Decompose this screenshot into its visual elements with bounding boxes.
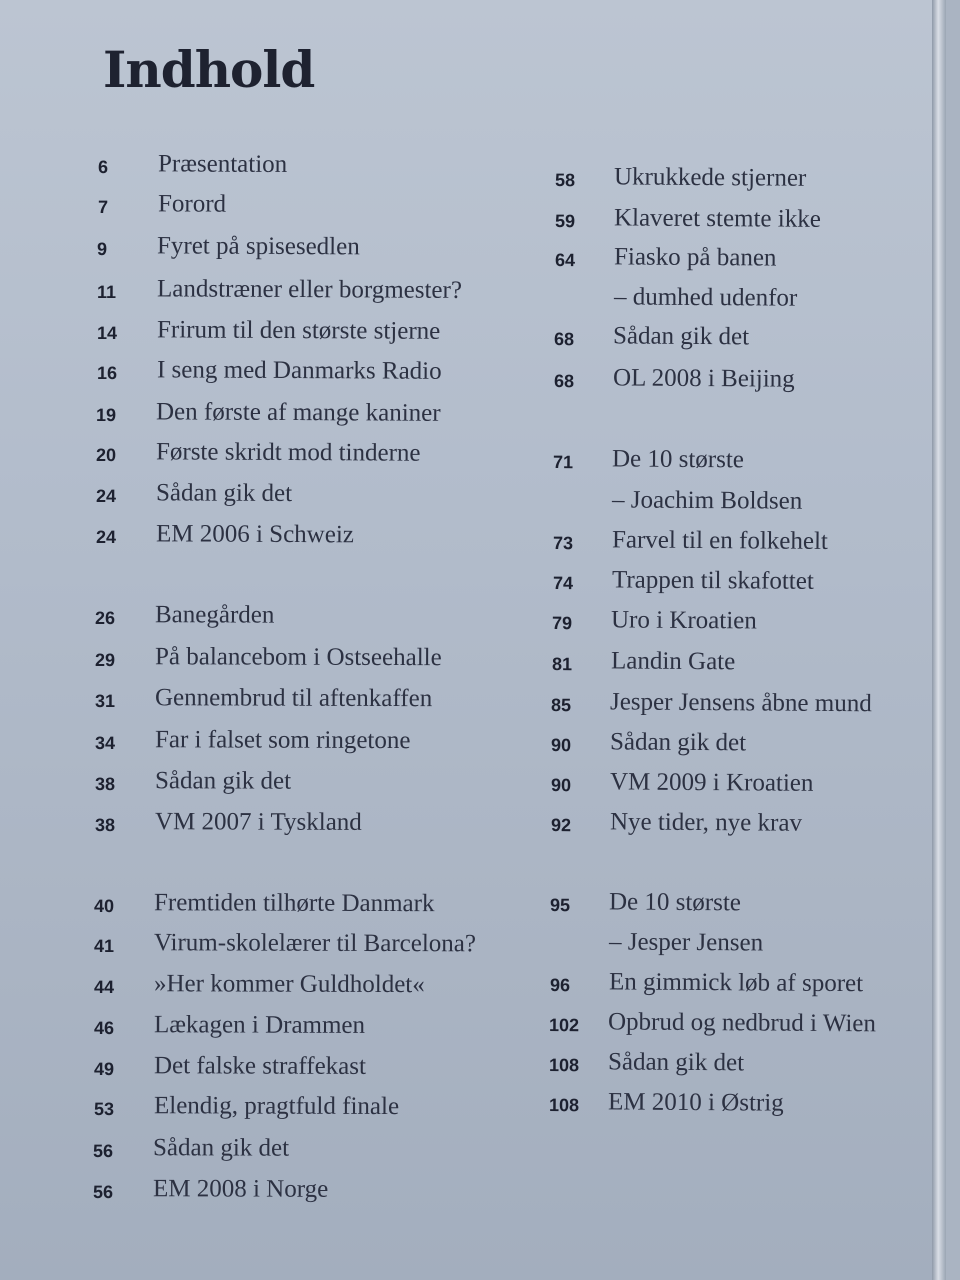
- toc-chapter-title: Sådan gik det: [607, 1048, 745, 1077]
- toc-page-number: 68: [553, 371, 575, 392]
- toc-page-number: 108: [548, 1055, 580, 1076]
- toc-chapter-title: Fyret på spisesedlen: [156, 232, 360, 261]
- toc-page-number: 38: [94, 774, 116, 795]
- toc-page-number: 102: [548, 1015, 580, 1036]
- toc-chapter-title: Uro i Kroatien: [610, 606, 757, 635]
- toc-page-number: 31: [94, 691, 116, 712]
- toc-chapter-title: – dumhed udenfor: [613, 283, 798, 312]
- toc-page-number: 34: [94, 733, 116, 754]
- toc-page-number: 64: [554, 250, 576, 271]
- toc-page-number: 90: [550, 775, 572, 796]
- toc-chapter-title: Trappen til skafottet: [611, 566, 814, 595]
- toc-page-number: 56: [92, 1182, 114, 1203]
- toc-page-number: 96: [549, 975, 571, 996]
- toc-chapter-title: Første skridt mod tinderne: [155, 438, 421, 467]
- toc-page-number: 79: [551, 613, 573, 634]
- toc-chapter-title: Lækagen i Drammen: [153, 1011, 366, 1039]
- toc-chapter-title: »Her kommer Guldholdet«: [153, 970, 425, 999]
- toc-chapter-title: Sådan gik det: [612, 322, 750, 351]
- toc-chapter-title: Sådan gik det: [154, 767, 292, 795]
- toc-page-number: 40: [93, 896, 115, 917]
- toc-chapter-title: Sådan gik det: [609, 728, 747, 757]
- toc-page-number: 38: [94, 815, 116, 836]
- toc-chapter-title: De 10 største: [611, 445, 745, 474]
- toc-chapter-title: Banegården: [154, 601, 275, 629]
- toc-page-number: 108: [548, 1095, 580, 1116]
- toc-page-number: 92: [550, 815, 572, 836]
- toc-page-number: 6: [97, 157, 109, 178]
- toc-chapter-title: Nye tider, nye krav: [609, 808, 803, 837]
- toc-page-number: 71: [552, 452, 574, 473]
- toc-chapter-title: – Jesper Jensen: [608, 928, 764, 957]
- toc-chapter-title: Frirum til den største stjerne: [156, 316, 441, 345]
- toc-chapter-title: Den første af mange kaniner: [155, 398, 441, 427]
- toc-page-number: 90: [550, 735, 572, 756]
- toc-page-number: 58: [554, 170, 576, 191]
- toc-page-number: 95: [549, 895, 571, 916]
- toc-chapter-title: Fiasko på banen: [613, 243, 777, 272]
- toc-page-number: 85: [550, 695, 572, 716]
- toc-chapter-title: VM 2007 i Tyskland: [154, 808, 362, 836]
- toc-chapter-title: Ukrukkede stjerner: [613, 163, 807, 192]
- toc-chapter-title: Elendig, pragtfuld finale: [153, 1092, 400, 1121]
- toc-chapter-title: Det falske straffekast: [153, 1052, 367, 1080]
- toc-chapter-title: Sådan gik det: [155, 479, 293, 508]
- toc-page-number: 73: [552, 533, 574, 554]
- toc-chapter-title: Landstræner eller borgmester?: [156, 275, 463, 304]
- toc-chapter-title: OL 2008 i Beijing: [612, 364, 795, 393]
- toc-chapter-title: Præsentation: [157, 150, 288, 178]
- toc-page-number: 74: [552, 573, 574, 594]
- toc-chapter-title: En gimmick løb af sporet: [608, 968, 864, 998]
- toc-chapter-title: De 10 største: [608, 888, 742, 917]
- toc-chapter-title: EM 2010 i Østrig: [607, 1088, 784, 1117]
- toc-chapter-title: Opbrud og nedbrud i Wien: [607, 1008, 877, 1038]
- toc-page-number: 7: [97, 197, 109, 218]
- toc-chapter-title: Forord: [157, 190, 227, 218]
- toc-page-number: 26: [94, 608, 116, 629]
- toc-page-number: 49: [93, 1059, 115, 1080]
- toc-page-number: 68: [553, 329, 575, 350]
- toc-page-number: 56: [92, 1141, 114, 1162]
- toc-page-number: 24: [95, 527, 117, 548]
- toc-page-number: 11: [96, 282, 117, 303]
- toc-page-number: 20: [95, 445, 117, 466]
- toc-chapter-title: Far i falset som ringetone: [154, 726, 411, 755]
- page-title: Indhold: [103, 40, 315, 99]
- toc-page-number: 46: [93, 1018, 115, 1039]
- toc-chapter-title: VM 2009 i Kroatien: [609, 768, 814, 797]
- toc-page-number: 44: [93, 977, 115, 998]
- toc-page-number: 53: [93, 1099, 115, 1120]
- toc-chapter-title: Sådan gik det: [152, 1134, 290, 1162]
- toc-chapter-title: Gennembrud til aftenkaffen: [154, 684, 433, 713]
- toc-page-number: 9: [96, 239, 108, 260]
- toc-page-number: 59: [554, 211, 576, 232]
- toc-page-number: 24: [95, 486, 117, 507]
- toc-chapter-title: På balancebom i Ostseehalle: [154, 643, 442, 672]
- page-edge: [932, 0, 946, 1280]
- toc-page-number: 19: [95, 405, 117, 426]
- toc-chapter-title: Virum-skolelærer til Barcelona?: [153, 929, 477, 958]
- toc-page-number: 29: [94, 650, 116, 671]
- toc-chapter-title: EM 2008 i Norge: [152, 1175, 329, 1203]
- toc-chapter-title: I seng med Danmarks Radio: [156, 356, 442, 385]
- toc-page-number: 41: [93, 936, 115, 957]
- toc-page-number: 81: [551, 654, 573, 675]
- toc-page-number: 16: [96, 363, 118, 384]
- toc-page-number: 14: [96, 323, 118, 344]
- toc-chapter-title: EM 2006 i Schweiz: [155, 520, 354, 549]
- toc-chapter-title: Jesper Jensens åbne mund: [609, 688, 872, 718]
- toc-chapter-title: – Joachim Boldsen: [611, 486, 803, 515]
- toc-chapter-title: Klaveret stemte ikke: [613, 204, 821, 233]
- toc-chapter-title: Fremtiden tilhørte Danmark: [153, 889, 435, 918]
- toc-chapter-title: Landin Gate: [610, 647, 736, 676]
- toc-chapter-title: Farvel til en folkehelt: [611, 526, 829, 555]
